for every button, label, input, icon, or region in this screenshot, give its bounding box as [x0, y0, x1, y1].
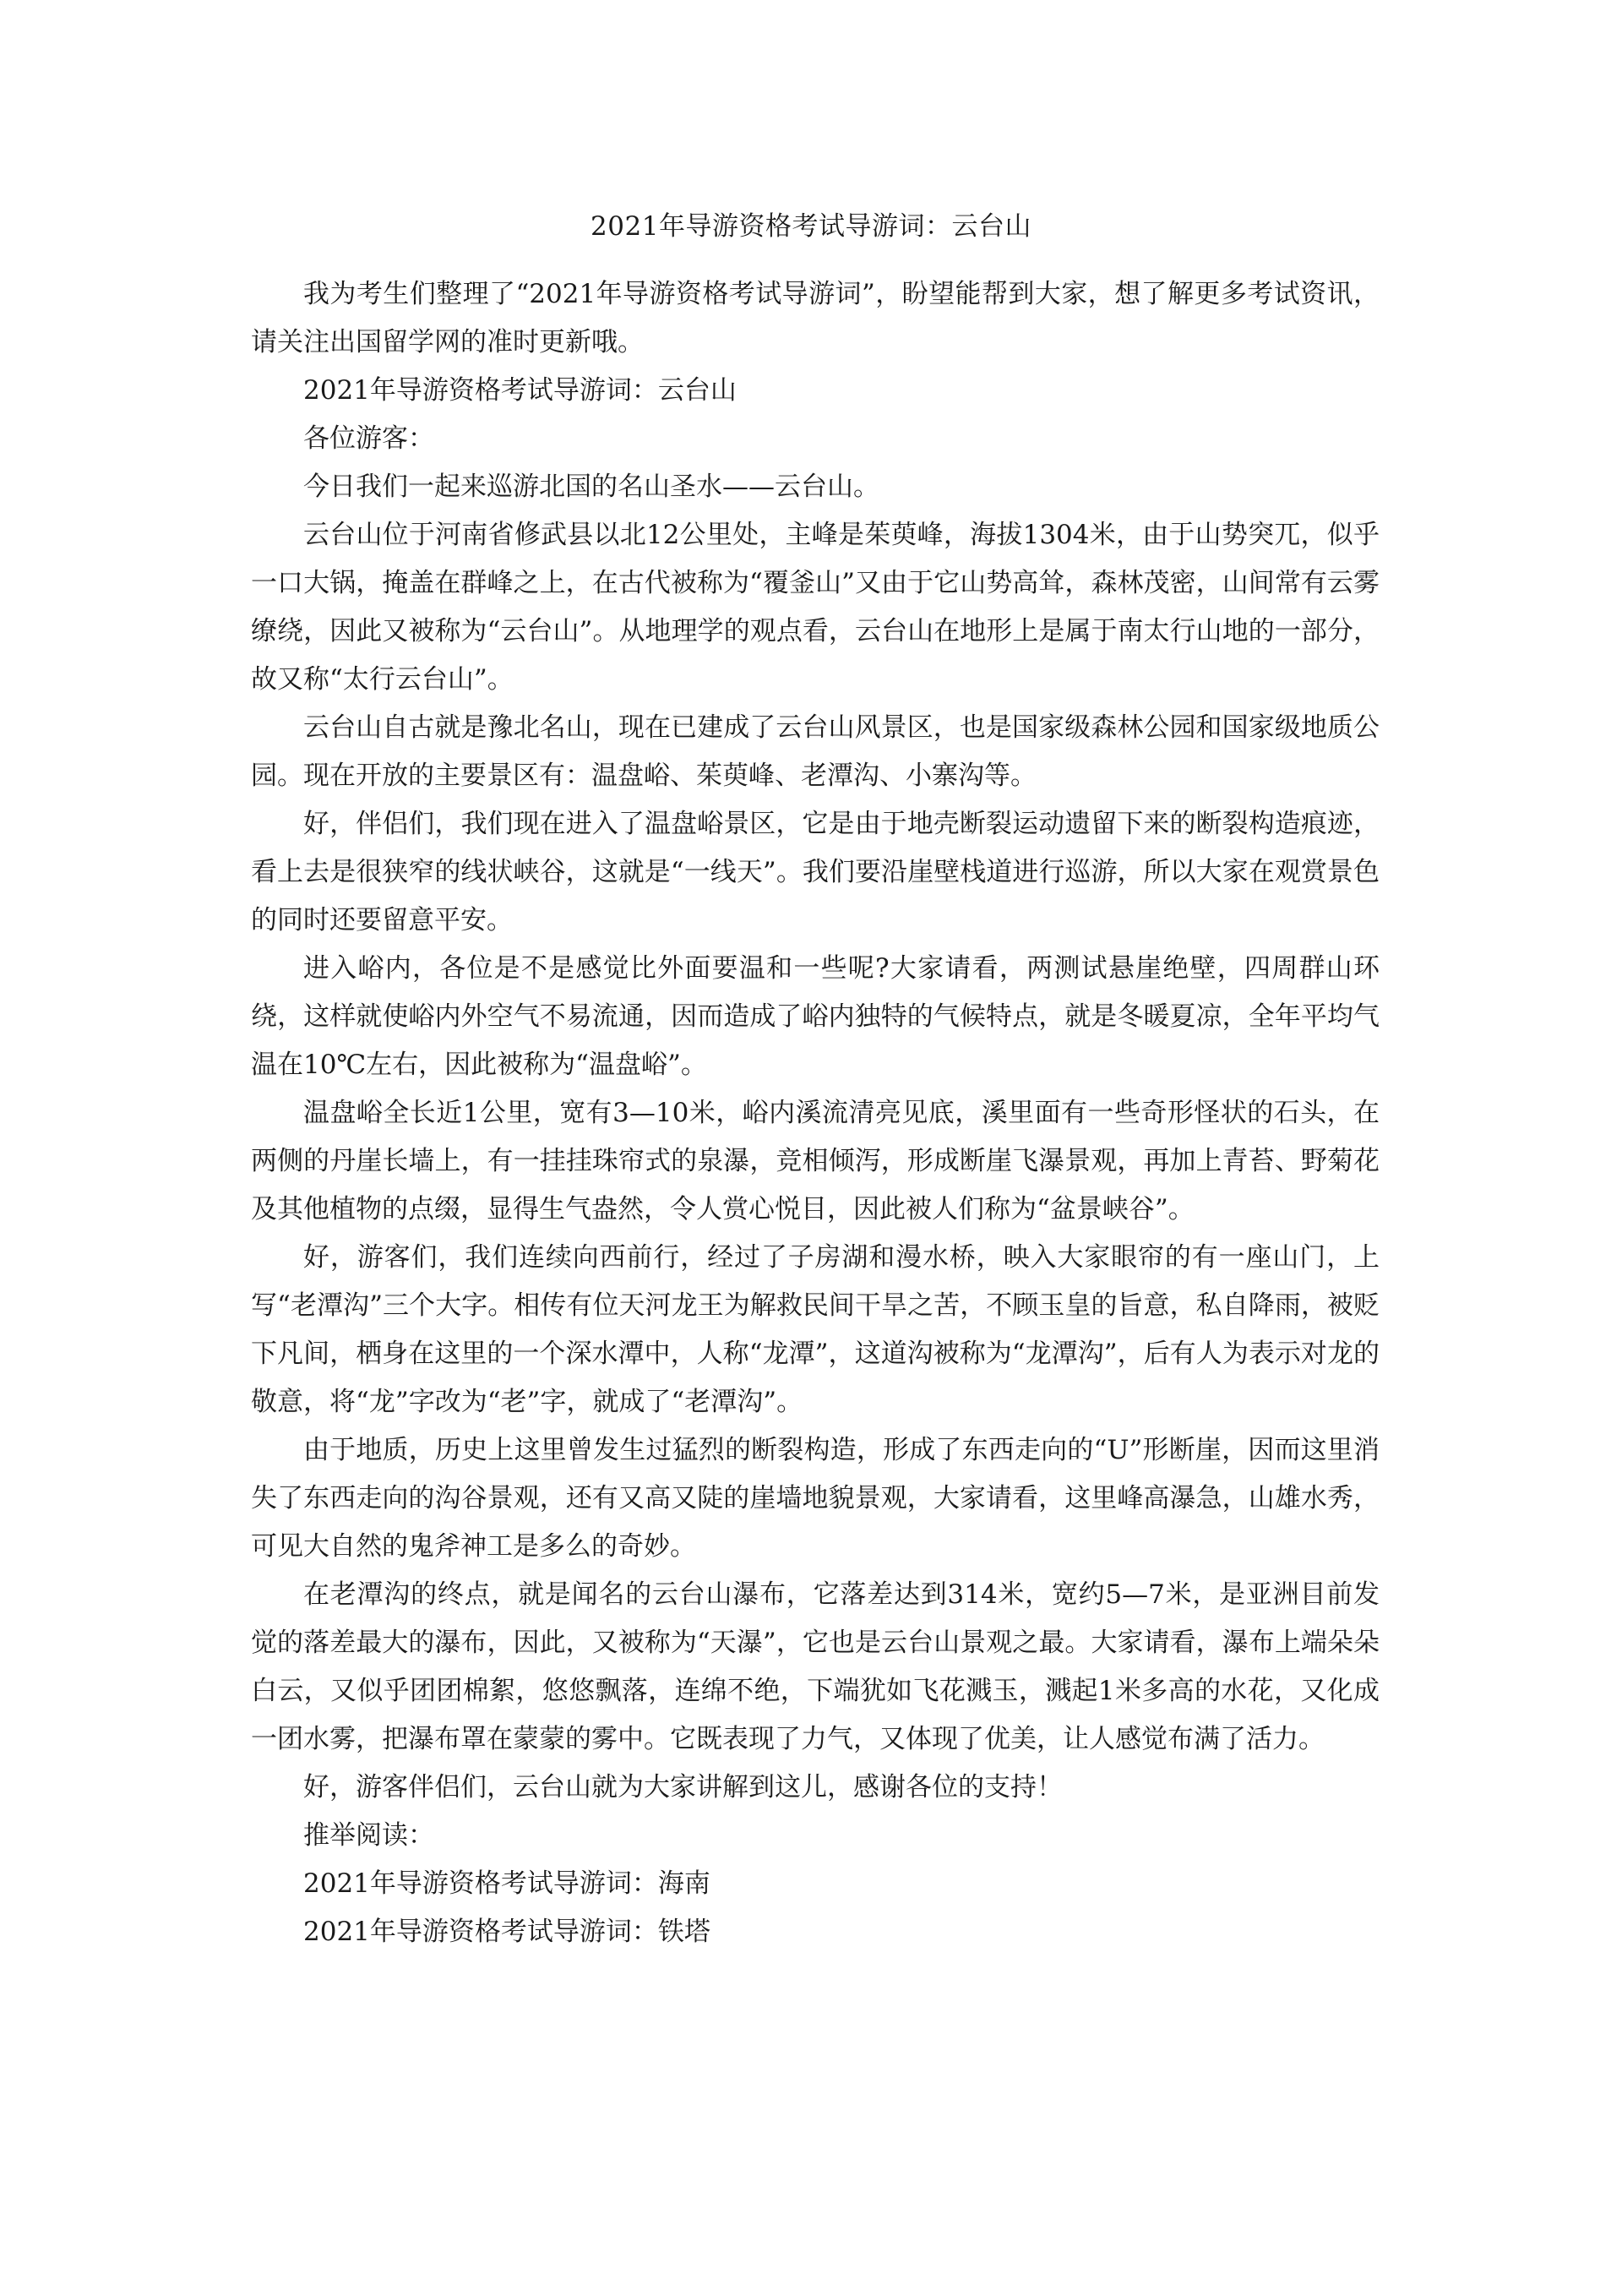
- paragraph-closing: 好，游客伴侣们，云台山就为大家讲解到这儿，感谢各位的支持！: [303, 1772, 1063, 1802]
- document-title: 2021年导游资格考试导游词：云台山: [591, 211, 1031, 242]
- paragraph-opening: 今日我们一起来巡游北国的名山圣水——云台山。: [303, 472, 879, 502]
- paragraph-location: 云台山位于河南省修武县以北12公里处，主峰是茱萸峰，海拔1304米，由于山势突兀，似乎一口大锅，掩盖在群峰之上，在古代被称为“覆釜山”又由于它山势高耸，森林茂密，山间常有云雾缭绕，因此又被称为“云台山”。从地理学的观点看，云台山在地形上是属于南太行山地的一部分，故又称“太行云台山”。: [251, 520, 1380, 695]
- paragraph-wenpanyu-entry: 好，伴侣们，我们现在进入了温盘峪景区，它是由于地壳断裂运动遗留下来的断裂构造痕迹，看上去是很狭窄的线状峡谷，这就是“一线天”。我们要沿崖壁栈道进行巡游，所以大家在观赏景色的同时还要留意平安。: [251, 809, 1380, 935]
- paragraph-wenpanyu-landscape: 温盘峪全长近1公里，宽有3—10米，峪内溪流清亮见底，溪里面有一些奇形怪状的石头，在两侧的丹崖长墙上，有一挂挂珠帘式的泉瀑，竞相倾泻，形成断崖飞瀑景观，再加上青苔、野菊花及其他植物的点缀，显得生气盎然，令人赏心悦目，因此被人们称为“盆景峡谷”。: [251, 1098, 1380, 1224]
- paragraph-greeting: 各位游客：: [303, 423, 434, 454]
- paragraph-scenic-areas: 云台山自古就是豫北名山，现在已建成了云台山风景区，也是国家级森林公园和国家级地质公园。现在开放的主要景区有：温盘峪、茱萸峰、老潭沟、小寨沟等。: [251, 712, 1380, 791]
- paragraph-laotangou-legend: 好，游客们，我们连续向西前行，经过了子房湖和漫水桥，映入大家眼帘的有一座山门，上写“老潭沟”三个大字。相传有位天河龙王为解救民间干旱之苦，不顾玉皇的旨意，私自降雨，被贬下凡间，栖身在这里的一个深水潭中，人称“龙潭”，这道沟被称为“龙潭沟”，后有人为表示对龙的敬意，将“龙”字改为“老”字，就成了“老潭沟”。: [251, 1242, 1380, 1417]
- paragraph-laotangou-geology: 由于地质，历史上这里曾发生过猛烈的断裂构造，形成了东西走向的“U”形断崖，因而这里消失了东西走向的沟谷景观，还有又高又陡的崖墙地貌景观，大家请看，这里峰高瀑急，山雄水秀，可见大自然的鬼斧神工是多么的奇妙。: [251, 1435, 1380, 1562]
- paragraph-waterfall: 在老潭沟的终点，就是闻名的云台山瀑布，它落差达到314米，宽约5—7米，是亚洲目前发觉的落差最大的瀑布，因此，又被称为“天瀑”，它也是云台山景观之最。大家请看，瀑布上端朵朵白云，又似乎团团棉絮，悠悠飘落，连绵不绝，下端犹如飞花溅玉，溅起1米多高的水花，又化成一团水雾，把瀑布罩在蒙蒙的雾中。它既表现了力气，又体现了优美，让人感觉布满了活力。: [251, 1579, 1380, 1754]
- paragraph-subtitle: 2021年导游资格考试导游词：云台山: [303, 375, 737, 406]
- paragraph-intro: 我为考生们整理了“2021年导游资格考试导游词”，盼望能帮到大家，想了解更多考试资讯，请关注出国留学网的准时更新哦。: [251, 279, 1380, 357]
- paragraph-recommended-heading: 推举阅读：: [303, 1820, 434, 1851]
- paragraph-wenpanyu-climate: 进入峪内，各位是不是感觉比外面要温和一些呢?大家请看，两测试悬崖绝壁，四周群山环绕，这样就使峪内外空气不易流通，因而造成了峪内独特的气候特点，就是冬暖夏凉，全年平均气温在10℃左右，因此被称为“温盘峪”。: [251, 953, 1380, 1080]
- recommended-link-tieta[interactable]: 2021年导游资格考试导游词：铁塔: [303, 1917, 710, 1947]
- document-body: [251, 270, 1380, 1956]
- recommended-link-hainan[interactable]: 2021年导游资格考试导游词：海南: [303, 1868, 710, 1899]
